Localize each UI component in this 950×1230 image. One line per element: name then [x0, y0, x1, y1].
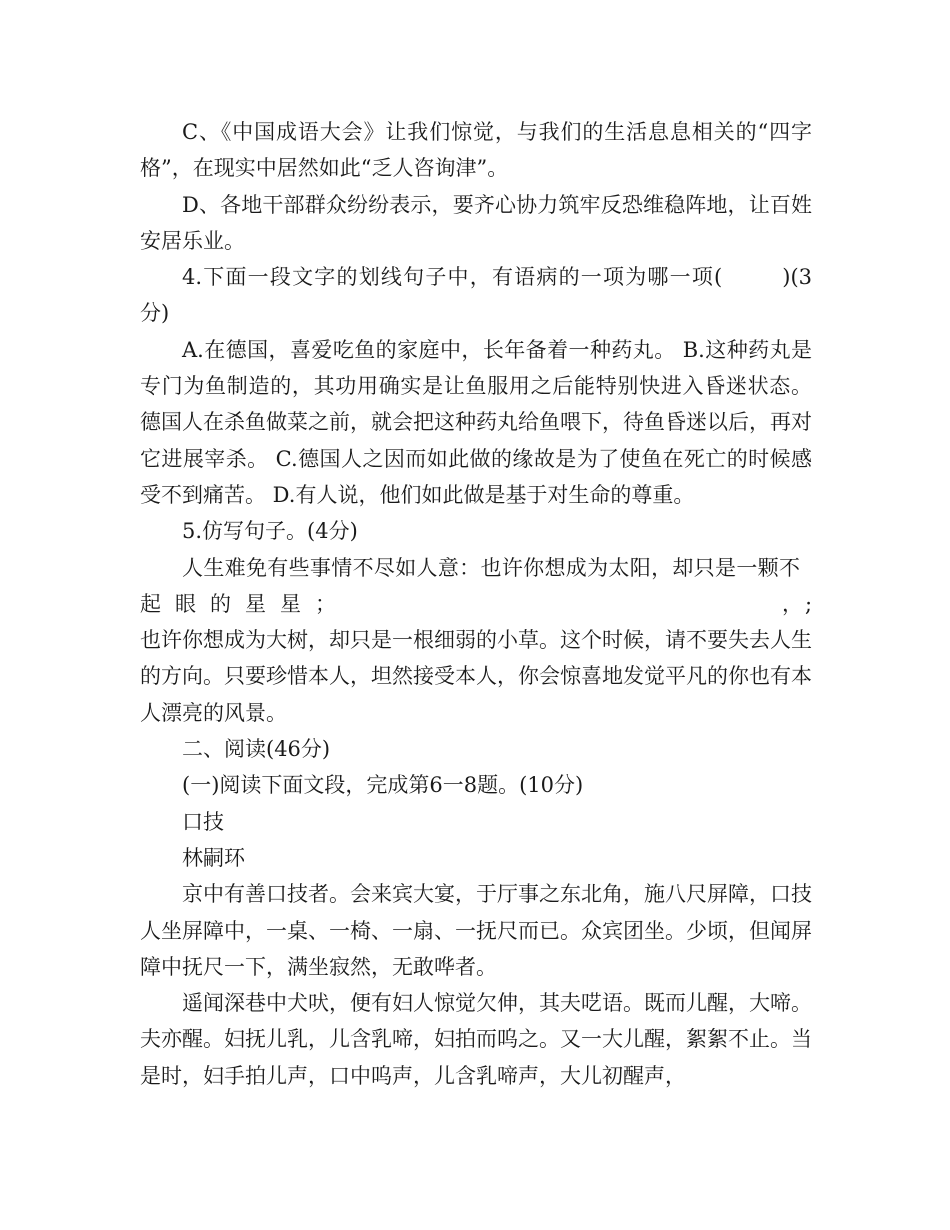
question-4-passage: A.在德国，喜爱吃鱼的家庭中，长年备着一种药丸。 B.这种药丸是专门为鱼制造的，其功用确实是让鱼服用之后能特别快进入昏迷状态。 德国人在杀鱼做菜之前，就会把这种药丸给鱼喂下，待鱼昏迷以后，再对它进展宰杀。 C.德国人之因而如此做的缘故是为了使鱼在死亡的时候感受不到痛苦。 D.有人说，他们如此做是基于对生命的尊重。 [140, 337, 812, 507]
prompt-line-2: 不起眼的星星； [140, 555, 812, 616]
passage-paragraph-2: 遥闻深巷中犬吠，便有妇人惊觉欠伸，其夫呓语。既而儿醒，大啼。夫亦醒。妇抚儿乳，儿含乳啼，妇拍而呜之。又一大儿醒，絮絮不止。当是时，妇手拍儿声，口中呜声，儿含乳啼声，大儿初醒声， [140, 991, 812, 1088]
question-5-prompt [140, 550, 812, 731]
question-5: 5.仿写句子。(4分) [182, 519, 358, 544]
option-c: C、《中国成语大会》让我们惊觉，与我们的生活息息相关的“四字格”，在现实中居然如此“乏人咨询津”。 [140, 120, 812, 181]
blank-comma: ， [779, 591, 805, 616]
prompt-rest: ;也许你想成为大树，却只是一根细弱的小草。这个时候，请不要失去人生的方向。只要珍惜本人，坦然接受本人，你会惊喜地发觉平凡的你也有本人漂亮的风景。 [140, 591, 813, 725]
passage-paragraph-1: 京中有善口技者。会来宾大宴，于厅事之东北角，施八尺屏障，口技人坐屏障中，一桌、一椅、一扇、一抚尺而已。众宾团坐。少顷，但闻屏障中抚尺一下，满坐寂然，无敢哗者。 [140, 882, 812, 979]
prompt-line-1: 人生难免有些事情不尽如人意：也许你想成为太阳，却只是一颗 [182, 555, 779, 580]
question-4 [140, 259, 812, 332]
document-body [140, 114, 812, 1094]
reading-instructions: (一)阅读下面文段，完成第6一8题。(10分) [182, 773, 584, 798]
section-reading-heading: 二、阅读(46分) [182, 737, 331, 762]
question-4-text: 4.下面一段文字的划线句子中，有语病的一项为哪一项( [182, 265, 723, 290]
passage-author: 林嗣环 [182, 845, 245, 870]
question-4-points: )(3分) [140, 265, 812, 326]
passage-title: 口技 [182, 809, 224, 834]
option-d: D、各地干部群众纷纷表示，要齐心协力筑牢反恐维稳阵地，让百姓安居乐业。 [140, 192, 812, 253]
